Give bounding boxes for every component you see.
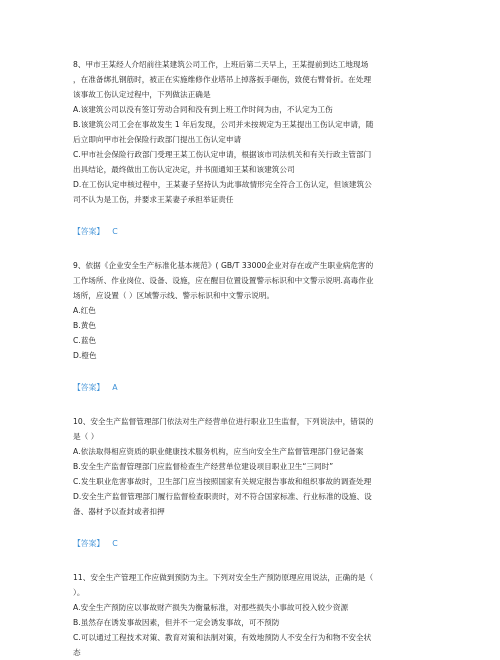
option-b: B.黄色 <box>73 321 97 330</box>
question-stem-line: 工作场所、作业岗位、设备、设施，应在醒目位置设置警示标识和中文警示说明.高毒作业 <box>73 276 374 285</box>
answer-value: C <box>112 539 118 548</box>
question-stem-line: 11、安全生产管理工作应做到预防为主。下列对安全生产预防原理应用说法，正确的是（ <box>73 573 374 582</box>
question-9 <box>73 258 428 363</box>
option-b: B.安全生产监督管理部门应监督检查生产经营单位建设项目职业卫生“三同时” <box>73 462 334 471</box>
option-c-continued: 态 <box>73 648 81 657</box>
question-8 <box>73 57 428 207</box>
answer-9 <box>73 380 428 395</box>
question-stem-line: ）。 <box>73 588 85 597</box>
answer-label: 【答案】 <box>73 539 105 548</box>
option-a: A.安全生产预防应以事故财产损失为衡量标准，对那些损失小事故可投入较少资源 <box>73 603 349 612</box>
question-stem-line: 场所，应设置（ ）区域警示线、警示标识和中文警示说明。 <box>73 291 275 300</box>
option-b: B.虽然存在诱发事故因素，但并不一定会诱发事故，可不预防 <box>73 618 280 627</box>
answer-value: C <box>112 227 118 236</box>
option-c: C.可以通过工程技术对策、教育对策和法制对策，有效地预防人不安全行为和物不安全状 <box>73 633 372 642</box>
question-stem-line: ，在准备绑扎钢筋时，被正在实施维修作业塔吊上掉落扳手砸伤，致使右臂骨折。在处理 <box>73 75 372 84</box>
option-c-continued: 出具结论，最终做出工伤认定决定，并书面通知王某和该建筑公司 <box>73 165 295 174</box>
answer-value: A <box>112 383 118 392</box>
answer-label: 【答案】 <box>73 227 105 236</box>
answer-8 <box>73 224 428 239</box>
question-stem-line: 是（ ） <box>73 432 99 441</box>
answer-label: 【答案】 <box>73 383 105 392</box>
option-d: D.橙色 <box>73 351 97 360</box>
option-d-continued: 备、器材予以查封或者扣押 <box>73 507 165 516</box>
option-d: D.安全生产监督管理部门履行监督检查职责时，对不符合国家标准、行业标准的设施、设 <box>73 492 372 501</box>
option-d: D.在工伤认定申核过程中，王某妻子坚持认为此事故情形完全符合工伤认定，但该建筑公 <box>73 180 372 189</box>
question-stem-line: 该事故工伤认定过程中，下列做法正确是 <box>73 90 211 99</box>
question-stem-line: 9、依据《企业安全生产标准化基本规范》( GB/T 33000企业对存在或产生职业病危害的 <box>73 261 374 270</box>
option-a: A.该建筑公司以没有签订劳动合同和没有到上班工作时间为由，不认定为工伤 <box>73 105 333 114</box>
option-c: C.甲市社会保险行政部门受理王某工伤认定申请，根据该市司法机关和有关行政主管部门 <box>73 150 372 159</box>
answer-10 <box>73 536 428 551</box>
option-c: C.蓝色 <box>73 336 97 345</box>
option-a: A.红色 <box>73 306 96 315</box>
option-b: B.该建筑公司工会在事故发生 1 年后发现，公司并未按规定为王某提出工伤认定申请，随 <box>73 120 374 129</box>
option-d-continued: 司不认为是工伤，并要求王某妻子承担举证责任 <box>73 195 234 204</box>
option-a: A.依法取得相应资质的职业健康技术服务机构，应当向安全生产监督管理部门登记备案 <box>73 447 364 456</box>
question-stem-line: 10、安全生产监督管理部门依法对生产经营单位进行职业卫生监督，下列说法中，错误的 <box>73 417 374 426</box>
option-b-continued: 后立即向甲市社会保险行政部门提出工伤认定申请 <box>73 135 242 144</box>
option-c: C.发生职业危害事故时，卫生部门应当按照国家有关规定报告事故和组织事故的调查处理 <box>73 477 372 486</box>
question-stem-line: 8、甲市王某经人介绍前往某建筑公司工作，上班后第二天早上，王某提前到达工地现场 <box>73 60 369 69</box>
question-10 <box>73 414 428 519</box>
